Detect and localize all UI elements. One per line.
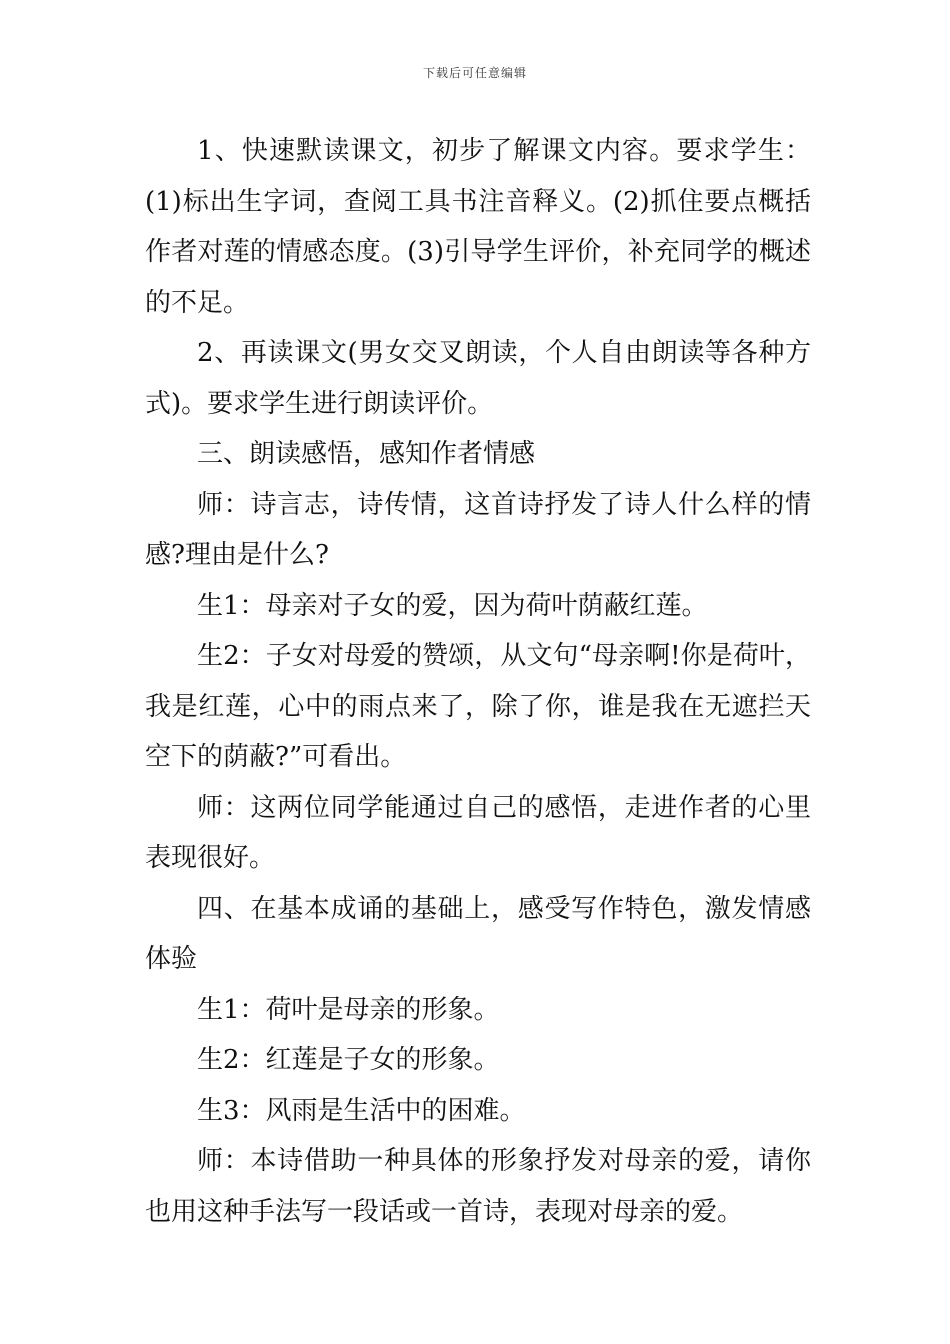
paragraph-9: 生1：荷叶是母亲的形象。 [197,994,500,1025]
paragraph-4: 师：诗言志，诗传情，这首诗抒发了诗人什么样的情感?理由是什么? [145,489,811,570]
paragraph-2: 2、再读课文(男女交叉朗读，个人自由朗读等各种方式)。要求学生进行朗读评价。 [145,338,811,419]
section-heading-3: 三、朗读感悟，感知作者情感 [197,439,536,469]
paragraph-6: 生2：子女对母爱的赞颂，从文句“母亲啊!你是荷叶，我是红莲，心中的雨点来了，除了你，谁是我在无遮拦天空下的荫蔽?”可看出。 [145,641,811,772]
page-header: 下载后可任意编辑 [422,66,527,80]
paragraph-12: 师：本诗借助一种具体的形象抒发对母亲的爱，请你也用这种手法写一段话或一首诗，表现对母亲的爱。 [145,1146,811,1227]
paragraph-10: 生2：红莲是子女的形象。 [197,1045,500,1075]
document-body [145,126,811,1237]
section-heading-4: 四、在基本成诵的基础上，感受写作特色，激发情感体验 [145,893,811,974]
paragraph-1: 1、快速默读课文，初步了解课文内容。要求学生：(1)标出生字词，查阅工具书注音释义。(2)抓住要点概括作者对莲的情感态度。(3)引导学生评价，补充同学的概述的不足。 [145,136,811,318]
paragraph-5: 生1：母亲对子女的爱，因为荷叶荫蔽红莲。 [197,590,708,621]
paragraph-7: 师：这两位同学能通过自己的感悟，走进作者的心里表现很好。 [145,792,811,873]
paragraph-11: 生3：风雨是生活中的困难。 [197,1095,526,1126]
